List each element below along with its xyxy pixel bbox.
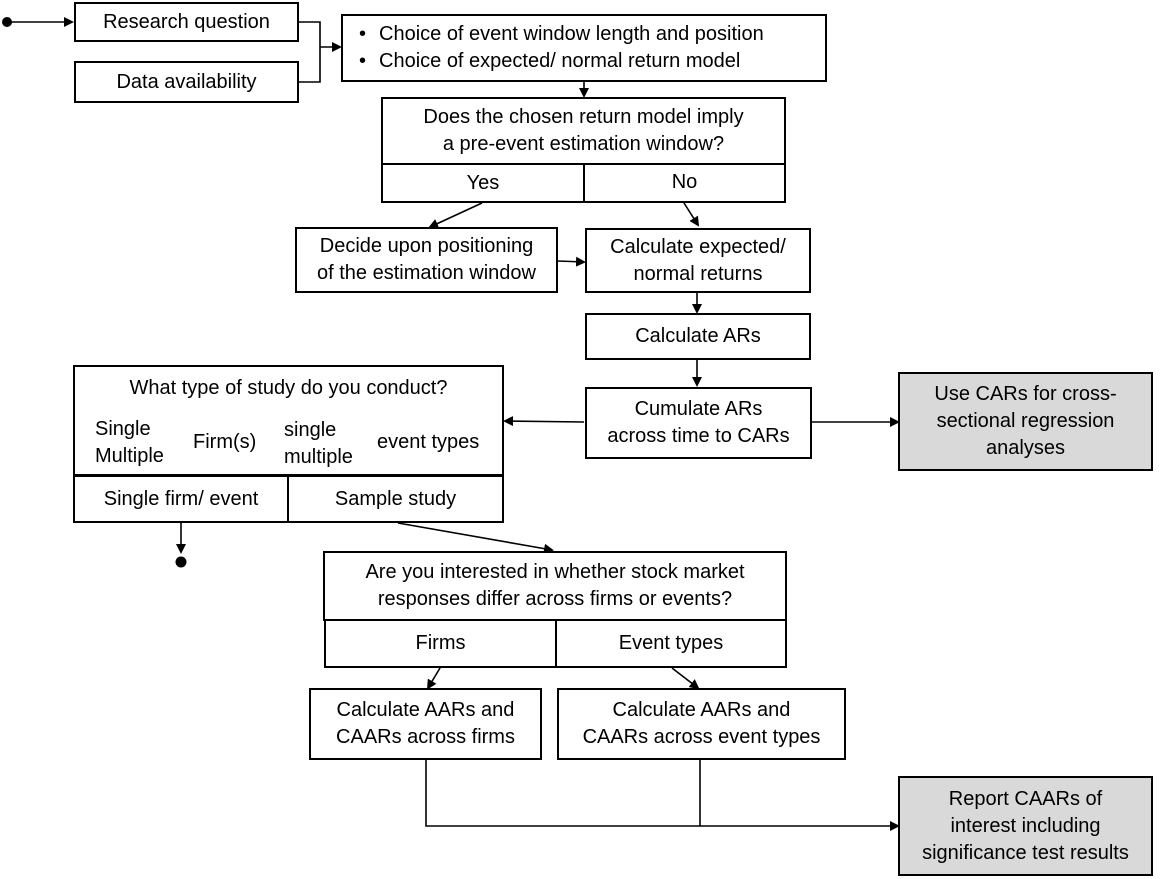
use-cars-line-1: Use CARs for cross- xyxy=(934,383,1117,405)
firms-label: Firm(s) xyxy=(193,431,257,453)
aar-events-line-2: CAARs across event types xyxy=(582,726,821,748)
choice-return-model: Choice of expected/ normal return model xyxy=(379,50,741,72)
aar-firms-line-1: Calculate AARs and xyxy=(336,699,515,721)
sample-study-label: Sample study xyxy=(334,487,457,510)
single-firm-event-label: Single firm/ event xyxy=(103,487,259,510)
choice-item xyxy=(349,48,740,75)
decide-window-line-2: of the estimation window xyxy=(316,262,536,284)
cumulate-to-study-arrow xyxy=(505,421,584,422)
decide-window-box xyxy=(295,227,558,293)
bullet-icon: • xyxy=(359,23,367,45)
choice-event-window: Choice of event window length and position xyxy=(379,23,764,45)
study-type-title: What type of study do you conduct? xyxy=(129,377,448,399)
end-dot xyxy=(176,557,187,568)
firms-arrow xyxy=(428,668,440,688)
decide-window-line-1: Decide upon positioning xyxy=(319,235,534,257)
data-availability-label: Data availability xyxy=(116,70,257,93)
calc-expected-line-2: normal returns xyxy=(633,262,763,285)
report-box xyxy=(898,776,1153,876)
choice-item xyxy=(349,21,764,48)
multiple-event-option: multiple xyxy=(284,446,353,468)
multiple-firm-option: Multiple xyxy=(95,445,164,467)
calc-expected-box xyxy=(585,228,811,293)
study-type-options xyxy=(80,418,498,468)
yes-arrow xyxy=(430,203,482,227)
yes-option xyxy=(381,163,585,203)
no-label: No xyxy=(671,171,698,193)
report-line-3: significance test results xyxy=(922,841,1129,864)
data-availability-box xyxy=(74,61,299,103)
calc-ars-box xyxy=(585,313,811,360)
research-question-label: Research question xyxy=(103,10,270,33)
use-cars-box xyxy=(898,372,1153,471)
decide-to-expected-arrow xyxy=(558,261,584,262)
aar-firms-line-2: CAARs across firms xyxy=(336,726,515,748)
report-line-1: Report CAARs of xyxy=(948,787,1103,810)
use-cars-line-2: sectional regression xyxy=(936,410,1115,432)
sample-to-question-arrow xyxy=(398,523,552,550)
single-event-option: single xyxy=(284,419,337,441)
cumulate-line-2: across time to CARs xyxy=(607,425,790,447)
start-dot xyxy=(2,17,12,27)
report-line-2: interest including xyxy=(950,814,1101,837)
estimation-question-line-2: a pre-event estimation window? xyxy=(442,133,725,155)
use-cars-line-3: analyses xyxy=(986,437,1065,459)
calc-ars-label: Calculate ARs xyxy=(635,325,761,347)
event-types-arrow xyxy=(672,668,698,688)
aar-firms-to-report-line xyxy=(426,760,700,826)
firms-option-label: Firms xyxy=(415,632,466,654)
calc-expected-line-1: Calculate expected/ xyxy=(610,235,786,258)
aar-events-box xyxy=(557,688,846,760)
no-option xyxy=(583,163,786,203)
aar-firms-box xyxy=(309,688,542,760)
cumulate-line-1: Cumulate ARs xyxy=(634,398,763,420)
estimation-question-box xyxy=(381,97,786,165)
event-types-label: event types xyxy=(377,431,480,453)
bullet-icon: • xyxy=(359,50,367,72)
sample-study-option xyxy=(287,475,504,523)
event-types-option-label: Event types xyxy=(618,632,724,654)
firms-option xyxy=(324,619,557,668)
differ-question-box xyxy=(323,551,787,621)
differ-question-line-1: Are you interested in whether stock market xyxy=(365,561,745,583)
estimation-question-line-1: Does the chosen return model imply xyxy=(423,106,744,128)
cumulate-box xyxy=(585,387,812,459)
research-question-box xyxy=(74,2,299,42)
yes-label: Yes xyxy=(466,171,500,194)
choices-box xyxy=(341,14,827,82)
event-types-option xyxy=(555,619,787,668)
single-firm-event-option xyxy=(73,475,289,523)
aar-events-line-1: Calculate AARs and xyxy=(612,699,791,721)
single-firm-option: Single xyxy=(95,418,151,440)
no-arrow xyxy=(684,203,698,225)
input-bracket xyxy=(299,22,320,82)
differ-question-line-2: responses differ across firms or events? xyxy=(377,588,733,610)
